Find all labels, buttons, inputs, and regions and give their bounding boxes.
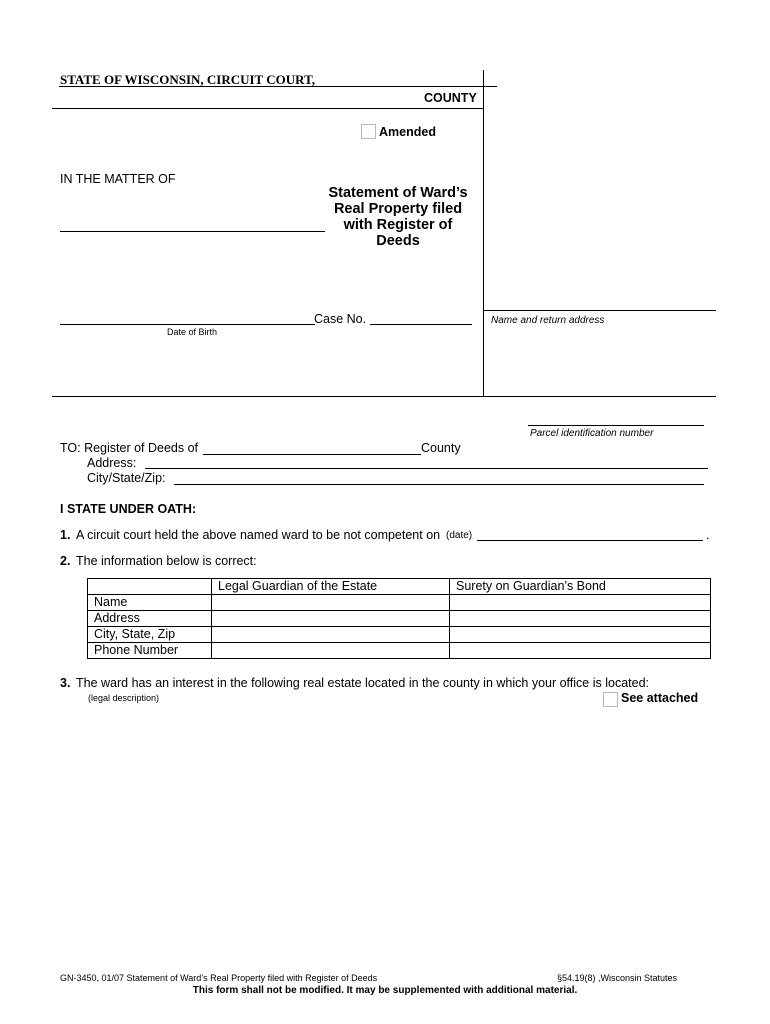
city-label: City/State/Zip:: [87, 471, 166, 485]
address-label: Address:: [87, 456, 137, 470]
guardian-name-cell[interactable]: [212, 595, 450, 611]
court-heading-line: [59, 86, 497, 87]
item1-number: 1.: [60, 528, 71, 542]
table-header-cell: [88, 579, 212, 595]
table-header-row: [88, 579, 711, 595]
court-heading: STATE OF WISCONSIN, CIRCUIT COURT,: [60, 72, 316, 87]
table-row: [88, 595, 711, 611]
table-row: [88, 611, 711, 627]
amended-label: Amended: [379, 125, 436, 139]
case-no-field[interactable]: [370, 324, 472, 325]
see-attached-checkbox[interactable]: [603, 692, 618, 707]
surety-phone-cell[interactable]: [450, 643, 711, 659]
form-id: GN-3450, 01/07 Statement of Ward’s Real Property filed with Register of Deeds: [60, 973, 378, 983]
guardian-phone-cell[interactable]: [212, 643, 450, 659]
title-line-1: Statement of Ward’s: [328, 185, 468, 201]
item1-date-hint: (date): [446, 530, 473, 541]
case-no-label: Case No.: [314, 312, 367, 326]
ward-name-field[interactable]: [60, 231, 325, 232]
caption-bottom-border: [52, 396, 716, 397]
statute-reference: §54.19(8) ,Wisconsin Statutes: [557, 973, 678, 983]
surety-address-cell[interactable]: [450, 611, 711, 627]
title-line-2: Real Property filed: [333, 201, 463, 217]
to-register-label: TO: Register of Deeds of: [60, 441, 199, 455]
form-title: [316, 185, 480, 249]
item3-number: 3.: [60, 676, 71, 690]
guardian-surety-table: [87, 578, 711, 659]
row-label-name: Name: [88, 595, 212, 611]
table-row: [88, 643, 711, 659]
header-divider: [52, 108, 483, 109]
dob-label: Date of Birth: [167, 327, 218, 337]
matter-label: IN THE MATTER OF: [60, 172, 176, 186]
surety-city-cell[interactable]: [450, 627, 711, 643]
parcel-field[interactable]: [528, 425, 704, 426]
address-field[interactable]: [145, 468, 708, 469]
caption-divider-top: [483, 70, 484, 110]
modification-notice: This form shall not be modified. It may be supplemented with additional material.: [192, 985, 578, 996]
county-label: COUNTY: [424, 91, 477, 105]
oath-heading: I STATE UNDER OATH:: [60, 502, 197, 516]
row-label-address: Address: [88, 611, 212, 627]
amended-checkbox[interactable]: [361, 124, 376, 139]
see-attached-label: See attached: [621, 691, 699, 705]
table-header-cell: Surety on Guardian’s Bond: [450, 579, 711, 595]
county-suffix: County: [421, 441, 461, 455]
guardian-city-cell[interactable]: [212, 627, 450, 643]
guardian-address-cell[interactable]: [212, 611, 450, 627]
table-row: [88, 627, 711, 643]
table-header-cell: Legal Guardian of the Estate: [212, 579, 450, 595]
item1-text: A circuit court held the above named ward to be not competent on: [76, 528, 441, 542]
item1-period: .: [706, 528, 710, 542]
title-line-4: Deeds: [376, 233, 420, 249]
item2-number: 2.: [60, 554, 71, 568]
parcel-label: Parcel identification number: [530, 428, 654, 439]
city-field[interactable]: [174, 484, 704, 485]
return-address-line: [483, 310, 716, 311]
caption-divider: [483, 108, 484, 397]
competency-date-field[interactable]: [477, 540, 703, 541]
return-address-label: Name and return address: [491, 315, 605, 326]
register-county-field[interactable]: [203, 454, 421, 455]
row-label-city: City, State, Zip: [88, 627, 212, 643]
item3-text: The ward has an interest in the following real estate located in the county in which your office is located:: [76, 676, 650, 690]
item3-hint: (legal description): [88, 693, 160, 703]
title-line-3: with Register of: [343, 217, 453, 233]
surety-name-cell[interactable]: [450, 595, 711, 611]
item2-text: The information below is correct:: [76, 554, 257, 568]
row-label-phone: Phone Number: [88, 643, 212, 659]
dob-field[interactable]: [60, 324, 315, 325]
